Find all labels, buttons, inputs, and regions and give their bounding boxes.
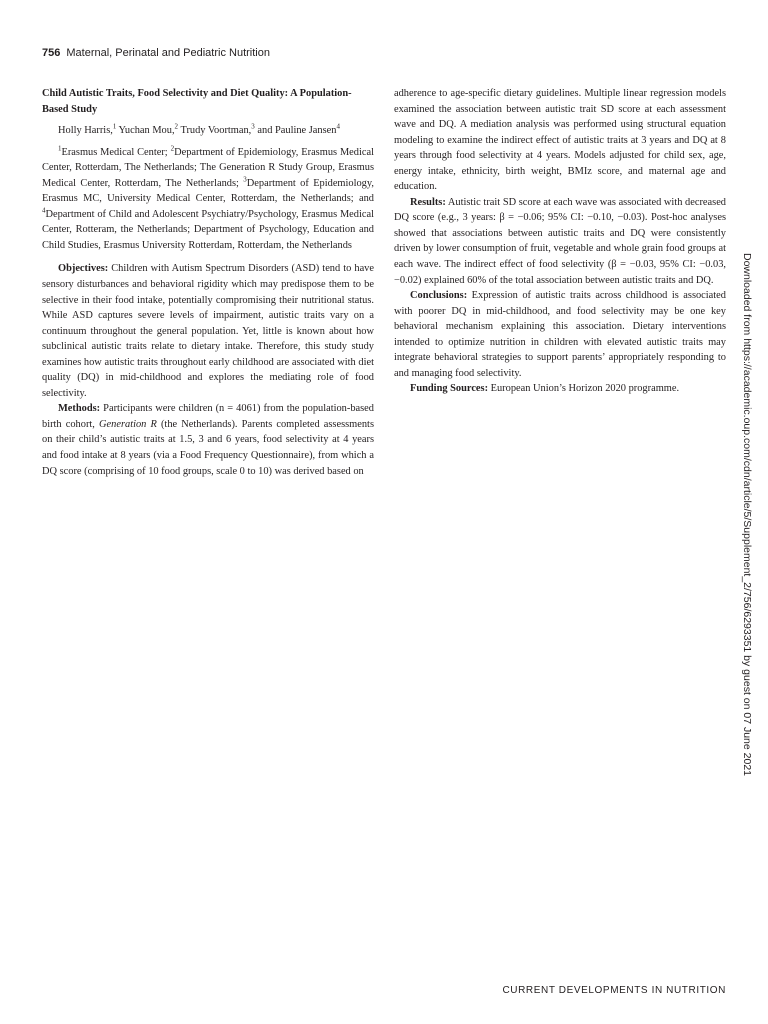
download-note: Downloaded from https://academic.oup.com/cdn/article/5/Supplement_2/756/6293351 by guest on 07 June 2021 [741, 253, 753, 777]
running-head [42, 47, 270, 59]
funding-sources-paragraph [394, 381, 726, 397]
author-name: Yuchan Mou, [116, 125, 175, 137]
author-affiliation-marker: 3 [251, 122, 255, 131]
conclusions-paragraph [394, 288, 726, 381]
affiliation-text: Department of Epidemiology, Erasmus MC, University Medical Center, Rotterdam, the Netherlands; and [42, 177, 374, 205]
affiliation-text: Erasmus Medical Center; [61, 146, 171, 158]
page-number: 756 [42, 47, 61, 59]
journal-footer: CURRENT DEVELOPMENTS IN NUTRITION [502, 985, 726, 996]
author-affiliation-marker: 1 [112, 122, 117, 131]
affiliations [42, 145, 374, 254]
author-name: and Pauline Jansen [254, 125, 337, 137]
conclusions-text: Expression of autistic traits across childhood is associated with poorer DQ in mid-childhood, and food selectivity may be one key behavioral mechanism explaining this association. Dietary interventions intended to optimize nutrition in children with elevated autistic traits may integrate behavioral strategies to support parents’ appropriately responding to and managing food selectivity. [394, 290, 726, 379]
methods-paragraph [42, 401, 374, 479]
methods-paragraph-continued: adherence to age-specific dietary guidelines. Multiple linear regression models examined the association between autistic trait SD score at each assessment wave and DQ. A mediation analysis was performed using structural equation modeling to examine the indirect effect of autistic traits at 3 years and DQ at 8 years through food selectivity at 4 years. Models adjusted for child sex, age, energy intake, ethnicity, birth weight, BMIz score, and maternal age and education. [394, 88, 726, 193]
author-affiliation-marker: 4 [336, 122, 340, 131]
affiliation-text: Department of Epidemiology, Erasmus Medical Center, Rotterdam, The Netherlands; The Generation R Study Group, Erasmus Medical Center, Rotterdam, The Netherlands; [42, 146, 374, 189]
author-name: Trudy Voortman, [178, 125, 252, 137]
funding-sources-label: Funding Sources: [410, 383, 489, 395]
conclusions-label: Conclusions: [410, 290, 468, 302]
objectives-paragraph [42, 261, 374, 401]
objectives-text: Children with Autism Spectrum Disorders (ASD) tend to have sensory disturbances and behavioral rigidity which may predispose them to be selective in their food intake, potentially compromising their nutritional status. While ASD captures severe levels of impairment, autistic traits vary on a continuum throughout the general population. Yet, little is known about how subclinical autistic traits relate to dietary intake. Therefore, this study study examines how autistic traits throughout early childhood are associated with diet quality (DQ) in mid-childhood and explores the mediating role of food selectivity. [42, 263, 374, 399]
left-column [42, 86, 374, 479]
results-label: Results: [410, 196, 446, 208]
article-title: Child Autistic Traits, Food Selectivity and Diet Quality: A Population-Based Study [42, 88, 352, 115]
objectives-label: Objectives: [58, 263, 109, 275]
affiliation-text: Department of Child and Adolescent Psychiatry/Psychology, Erasmus Medical Center, Rotteram, the Netherlands; Department of Psychology, Education and Child Studies, Erasmus University Rotterdam, Rotterdam, the Netherlands [42, 208, 374, 251]
author-affiliation-marker: 2 [174, 122, 179, 131]
affiliation-marker: 2 [170, 144, 175, 153]
results-text: Autistic trait SD score at each wave was associated with decreased DQ score (e.g., 3 years: β = −0.06; 95% CI: −0.10, −0.03). Post-hoc analyses showed that associations between autistic traits and DQ were consistently driven by lower consumption of fruit, vegetable and whole grain food groups at each wave. The indirect effect of food selectivity (β = −0.03, 95% CI: −0.03, −0.02) explained 60% of the total association between autistic traits and DQ. [394, 196, 726, 286]
cohort-name: Generation R [99, 418, 157, 430]
funding-sources-text: European Union’s Horizon 2020 programme. [488, 383, 680, 395]
author-list [42, 123, 374, 139]
affiliation-marker: 1 [58, 144, 62, 153]
journal-section-title: Maternal, Perinatal and Pediatric Nutrition [66, 47, 270, 59]
affiliation-marker: 4 [42, 206, 46, 215]
right-column [394, 86, 726, 397]
methods-text-continued: (the Netherlands). Parents completed assessments on their child’s autistic traits at 1.5, 3 and 6 years, food selectivity at 4 years and food intake at 8 years (via a Food Frequency Questionnaire), from which a DQ score (comprising of 10 food groups, scale 0 to 10) was derived based on [42, 418, 374, 477]
methods-label: Methods: [58, 403, 101, 415]
affiliation-marker: 3 [243, 175, 247, 184]
author-name: Holly Harris, [58, 125, 113, 137]
methods-text: Participants were children (n = 4061) from the population-based birth cohort, [42, 403, 374, 430]
results-paragraph [394, 195, 726, 288]
